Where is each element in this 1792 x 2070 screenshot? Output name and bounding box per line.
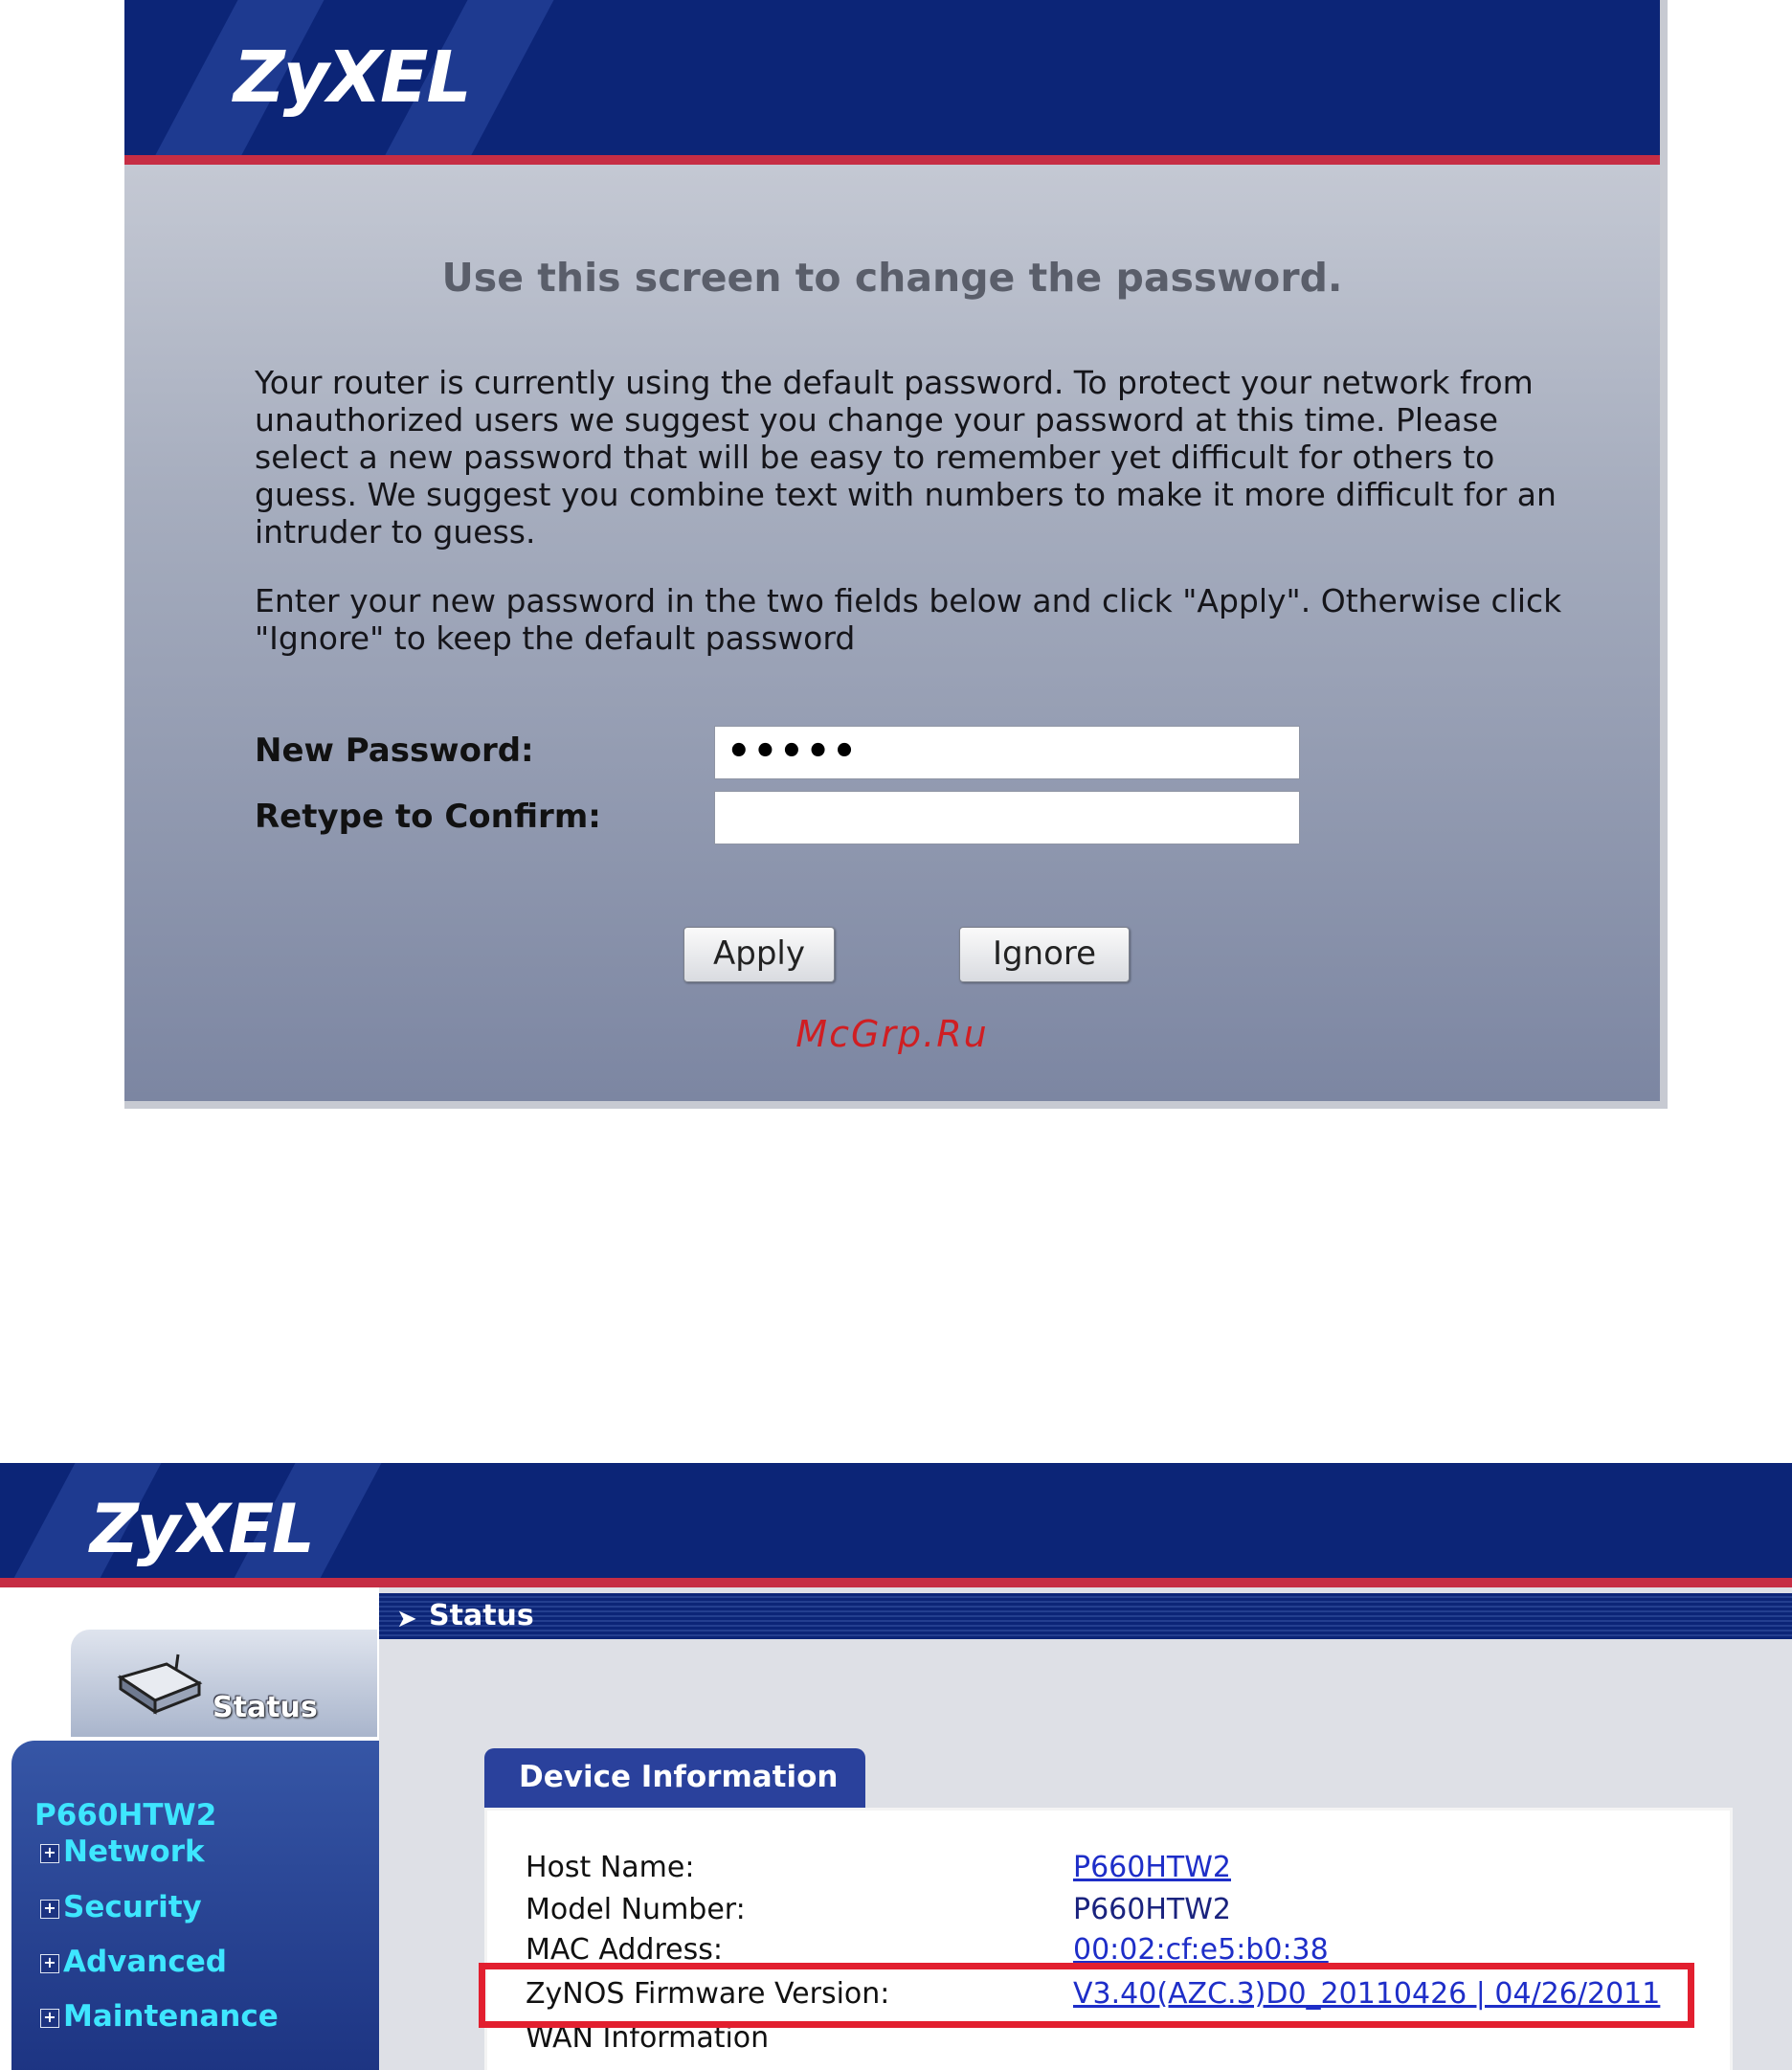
device-information-table [484,1808,1733,2070]
mac-address-value[interactable]: 00:02:cf:e5:b0:38 [1073,1933,1329,1967]
sidebar-item-security[interactable] [40,1890,202,1924]
sidebar-item-label: Security [63,1890,202,1924]
expand-icon[interactable]: + [40,1844,59,1863]
instruction-paragraph: Enter your new password in the two fields below and click "Apply". Otherwise click "Ignore" to keep the default password [255,582,1562,657]
wan-information-heading: WAN Information [526,2021,770,2055]
device-information-tab-label: Device Information [519,1760,839,1794]
sidebar-item-network[interactable] [40,1834,205,1869]
expand-icon[interactable]: + [40,2009,59,2028]
sidebar-nav [11,1741,379,2070]
content-title: Status [429,1599,534,1632]
router-status-page [0,1463,1792,2070]
sidebar-device-name[interactable]: P660HTW2 [34,1798,217,1833]
page-title: Use this screen to change the password. [441,255,1343,301]
header-banner [124,0,1660,165]
status-tab[interactable] [71,1630,377,1737]
new-password-label: New Password: [255,731,534,770]
content-title-bar [379,1593,1792,1639]
firmware-version-value[interactable]: V3.40(AZC.3)D0_20110426 | 04/26/2011 [1073,1977,1661,2011]
sidebar [0,1587,379,2070]
sidebar-item-advanced[interactable] [40,1945,227,1979]
expand-icon[interactable]: + [40,1900,59,1919]
new-password-field[interactable]: ••••• [714,726,1300,779]
host-name-value[interactable]: P660HTW2 [1073,1851,1231,1884]
ignore-button[interactable]: Ignore [959,927,1130,982]
watermark-text: McGrp.Ru [795,1013,989,1055]
sidebar-item-label: Advanced [63,1945,227,1979]
zyxel-logo: ZyXEL [90,1490,313,1568]
header-banner [0,1463,1792,1587]
model-number-value: P660HTW2 [1073,1893,1231,1926]
host-name-label: Host Name: [526,1851,695,1884]
router-icon [117,1651,203,1720]
sidebar-item-label: Network [63,1834,205,1869]
status-tab-label: Status [213,1691,318,1724]
firmware-highlight-box [479,1963,1694,2028]
apply-button[interactable]: Apply [683,927,835,982]
device-information-tab [484,1748,865,1808]
confirm-password-label: Retype to Confirm: [255,798,601,836]
confirm-password-field[interactable] [714,791,1300,844]
sidebar-item-maintenance[interactable] [40,1999,279,2034]
model-number-label: Model Number: [526,1893,746,1926]
firmware-version-label: ZyNOS Firmware Version: [526,1977,890,2011]
sidebar-item-label: Maintenance [63,1999,279,2034]
intro-paragraph: Your router is currently using the default password. To protect your network from unauthorized users we suggest you change your password at this time. Please select a new password that will be easy to remember yet difficult for others to guess. We suggest you combine text with numbers to make it more difficult for an intruder to guess. [255,364,1557,551]
zyxel-logo: ZyXEL [234,36,470,119]
arrow-icon: ➤ [396,1605,417,1633]
change-password-panel [124,0,1668,1109]
mac-address-label: MAC Address: [526,1933,723,1967]
expand-icon[interactable]: + [40,1954,59,1973]
